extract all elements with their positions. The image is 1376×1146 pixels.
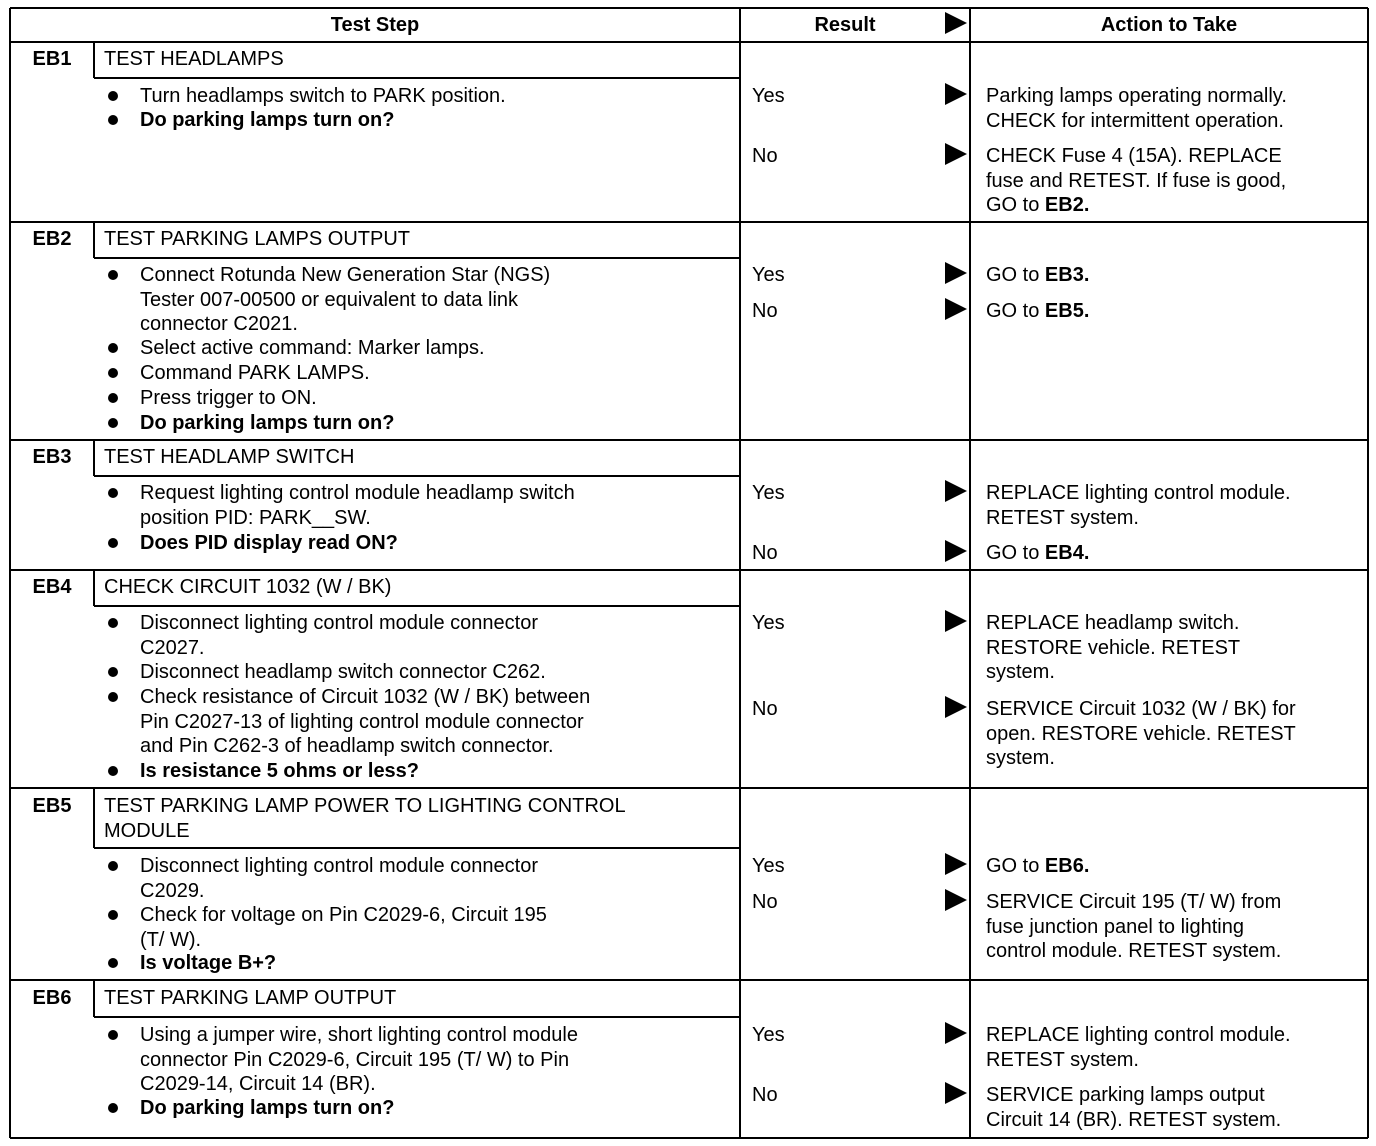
bullet-icon: [108, 861, 118, 871]
result-label-yes: Yes: [752, 264, 785, 286]
result-label-no: No: [752, 1084, 778, 1106]
result-label-no: No: [752, 542, 778, 564]
action-step-reference: EB5.: [1044, 300, 1090, 322]
step-id: EB6: [32, 987, 72, 1009]
bullet-icon: [108, 418, 118, 428]
step-instruction: Request lighting control module headlamp switch position PID: PARK__SW.: [140, 482, 575, 529]
step-instruction: Does PID display read ON?: [140, 532, 398, 554]
action-text: REPLACE lighting control module. RETEST system.: [986, 482, 1291, 529]
action-text: CHECK Fuse 4 (15A). REPLACE fuse and RETEST. If fuse is good, GO to EB2.: [986, 145, 1287, 216]
result-label-yes: Yes: [752, 612, 785, 634]
bullet-icon: [108, 393, 118, 403]
step-title: TEST PARKING LAMP OUTPUT: [104, 987, 397, 1009]
step-instruction: Press trigger to ON.: [140, 387, 317, 409]
bullet-icon: [108, 667, 118, 677]
action-text: GO to EB5.: [986, 300, 1090, 322]
step-title-underline: [94, 847, 740, 849]
step-instruction: Check for voltage on Pin C2029-6, Circuit 195 (T/ W).: [140, 904, 547, 951]
table-border-left: [9, 8, 11, 1138]
step-id: EB2: [32, 228, 72, 250]
row-divider: [10, 439, 1368, 441]
action-text: GO to EB4.: [986, 542, 1090, 564]
table-border-bottom: [10, 1137, 1368, 1139]
step-instruction: Do parking lamps turn on?: [140, 1097, 395, 1119]
step-id-divider: [93, 980, 95, 1017]
bullet-icon: [108, 368, 118, 378]
result-arrow-icon: [945, 298, 967, 320]
step-id-divider: [93, 222, 95, 258]
header-test-step: Test Step: [330, 14, 420, 36]
result-label-no: No: [752, 300, 778, 322]
step-id-divider: [93, 42, 95, 78]
bullet-icon: [108, 692, 118, 702]
result-label-no: No: [752, 698, 778, 720]
bullet-icon: [108, 618, 118, 628]
action-step-reference: EB3.: [1044, 264, 1090, 286]
step-title-underline: [94, 77, 740, 79]
step-title: TEST HEADLAMP SWITCH: [104, 446, 355, 468]
step-instruction: Disconnect lighting control module connector C2027.: [140, 612, 538, 659]
bullet-icon: [108, 538, 118, 548]
step-instruction: Check resistance of Circuit 1032 (W / BK) between Pin C2027-13 of lighting control module connector and Pin C262-3 of headlamp switch connector.: [140, 686, 591, 757]
action-text: SERVICE Circuit 195 (T/ W) from fuse junction panel to lighting control module. RETEST system.: [986, 891, 1282, 962]
step-id-divider: [93, 788, 95, 848]
result-arrow-icon: [945, 696, 967, 718]
result-arrow-icon: [945, 480, 967, 502]
step-id: EB5: [32, 795, 72, 817]
result-arrow-icon: [945, 889, 967, 911]
result-label-yes: Yes: [752, 85, 785, 107]
action-text: GO to EB6.: [986, 855, 1090, 877]
step-instruction: Do parking lamps turn on?: [140, 412, 395, 434]
header-divider: [10, 41, 1368, 43]
step-instruction: Command PARK LAMPS.: [140, 362, 370, 384]
step-instruction: Select active command: Marker lamps.: [140, 337, 485, 359]
step-instruction: Is resistance 5 ohms or less?: [140, 760, 420, 782]
bullet-icon: [108, 766, 118, 776]
step-instruction: Disconnect lighting control module connector C2029.: [140, 855, 538, 902]
step-title: TEST PARKING LAMP POWER TO LIGHTING CONTROL MODULE: [104, 795, 626, 842]
step-id: EB1: [32, 48, 72, 70]
step-instruction: Connect Rotunda New Generation Star (NGS) Tester 007-00500 or equivalent to data link connector C2021.: [140, 264, 551, 335]
table-border-top: [10, 7, 1368, 9]
step-title-underline: [94, 257, 740, 259]
column-divider-result: [739, 8, 741, 1138]
step-id-divider: [93, 440, 95, 476]
action-text: Parking lamps operating normally. CHECK for intermittent operation.: [986, 85, 1287, 132]
bullet-icon: [108, 91, 118, 101]
bullet-icon: [108, 115, 118, 125]
step-title-underline: [94, 475, 740, 477]
result-label-yes: Yes: [752, 855, 785, 877]
action-text: SERVICE parking lamps output Circuit 14 (BR). RETEST system.: [986, 1084, 1282, 1131]
action-step-reference: EB2.: [1044, 194, 1090, 216]
bullet-icon: [108, 270, 118, 280]
result-arrow-icon: [945, 143, 967, 165]
header-arrow-icon: [945, 12, 967, 34]
bullet-icon: [108, 958, 118, 968]
action-text: REPLACE headlamp switch. RESTORE vehicle. RETEST system.: [986, 612, 1241, 683]
action-text: GO to EB3.: [986, 264, 1090, 286]
step-instruction: Turn headlamps switch to PARK position.: [140, 85, 506, 107]
action-text: SERVICE Circuit 1032 (W / BK) for open. RESTORE vehicle. RETEST system.: [986, 698, 1296, 769]
action-text: REPLACE lighting control module. RETEST system.: [986, 1024, 1291, 1071]
step-title-underline: [94, 1016, 740, 1018]
action-step-reference: EB6.: [1044, 855, 1090, 877]
step-id-divider: [93, 570, 95, 606]
action-step-reference: EB4.: [1044, 542, 1090, 564]
header-action: Action to Take: [1100, 14, 1238, 36]
bullet-icon: [108, 343, 118, 353]
bullet-icon: [108, 1103, 118, 1113]
result-label-no: No: [752, 891, 778, 913]
result-arrow-icon: [945, 540, 967, 562]
row-divider: [10, 569, 1368, 571]
column-divider-action: [969, 8, 971, 1138]
step-instruction: Do parking lamps turn on?: [140, 109, 395, 131]
step-id: EB4: [32, 576, 72, 598]
result-arrow-icon: [945, 610, 967, 632]
result-arrow-icon: [945, 853, 967, 875]
bullet-icon: [108, 1030, 118, 1040]
result-arrow-icon: [945, 1022, 967, 1044]
step-instruction: Is voltage B+?: [140, 952, 277, 974]
result-arrow-icon: [945, 1082, 967, 1104]
row-divider: [10, 787, 1368, 789]
step-title: TEST HEADLAMPS: [104, 48, 284, 70]
bullet-icon: [108, 910, 118, 920]
step-title: TEST PARKING LAMPS OUTPUT: [104, 228, 410, 250]
result-label-no: No: [752, 145, 778, 167]
step-title: CHECK CIRCUIT 1032 (W / BK): [104, 576, 392, 598]
step-title-underline: [94, 605, 740, 607]
table-border-right: [1367, 8, 1369, 1138]
result-label-yes: Yes: [752, 1024, 785, 1046]
step-instruction: Using a jumper wire, short lighting control module connector Pin C2029-6, Circuit 195 (T/ W) to Pin C2029-14, Circuit 14 (BR).: [140, 1024, 578, 1095]
row-divider: [10, 221, 1368, 223]
result-arrow-icon: [945, 262, 967, 284]
row-divider: [10, 979, 1368, 981]
step-instruction: Disconnect headlamp switch connector C262.: [140, 661, 546, 683]
header-result: Result: [814, 14, 876, 36]
result-label-yes: Yes: [752, 482, 785, 504]
result-arrow-icon: [945, 83, 967, 105]
bullet-icon: [108, 488, 118, 498]
step-id: EB3: [32, 446, 72, 468]
